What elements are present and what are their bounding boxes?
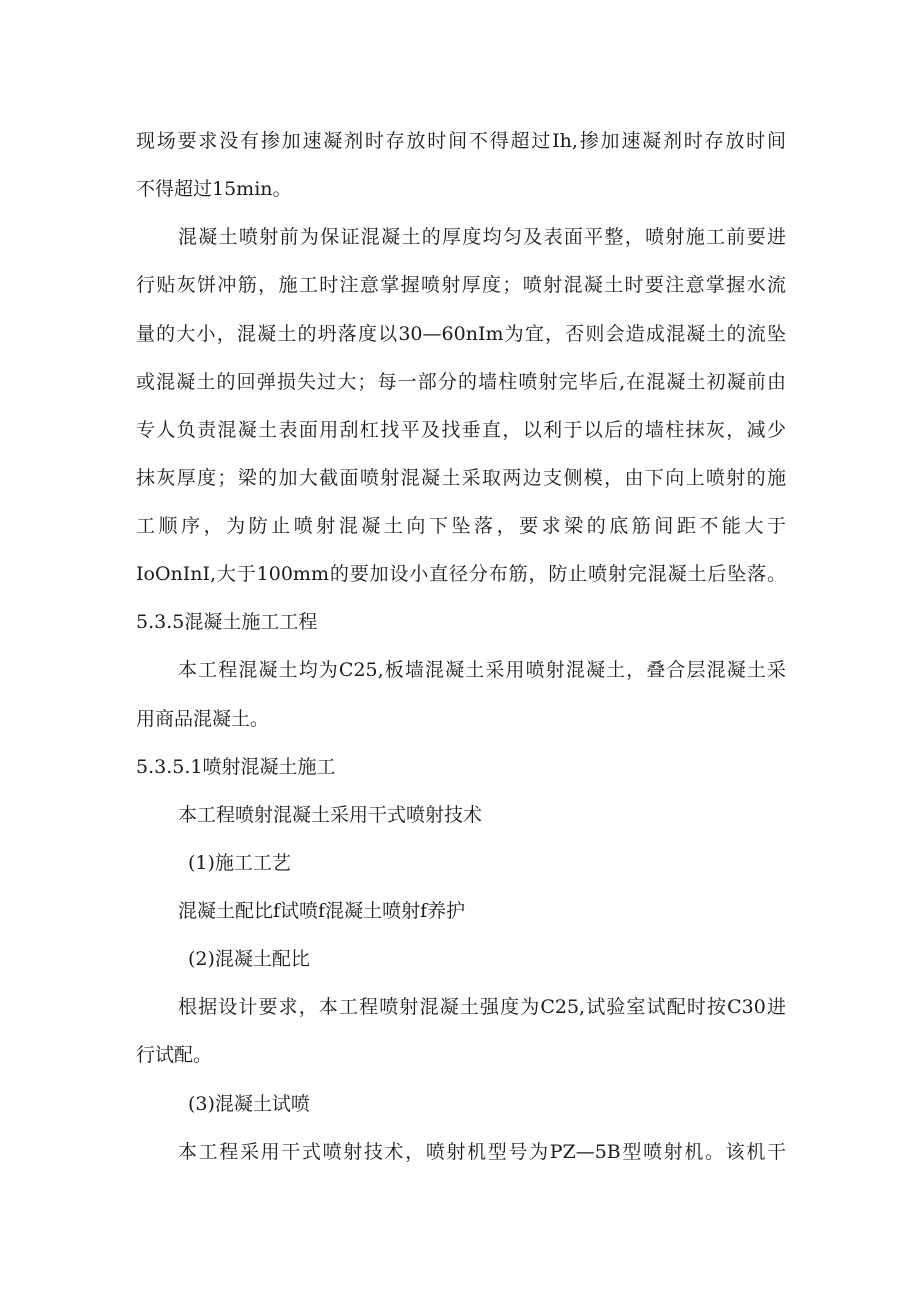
paragraph-line: 工顺序，为防止喷射混凝土向下坠落，要求梁的底筋间距不能大于 <box>136 515 786 537</box>
paragraph-line: 混凝土喷射前为保证混凝土的厚度均匀及表面平整，喷射施工前要进 <box>178 226 786 248</box>
paragraph-line: 不得超过15min。 <box>136 178 292 200</box>
subsection-heading: 5.3.5.1喷射混凝土施工 <box>136 756 336 778</box>
section-heading: 5.3.5混凝土施工工程 <box>136 611 318 633</box>
paragraph-line: 行试配。 <box>136 1044 213 1066</box>
paragraph-line: 行贴灰饼冲筋，施工时注意掌握喷射厚度；喷射混凝土时要注意掌握水流 <box>136 274 786 296</box>
paragraph-line: 本工程采用干式喷射技术，喷射机型号为PZ—5B型喷射机。该机干 <box>178 1141 786 1163</box>
list-item-heading: (1)施工工艺 <box>188 852 291 874</box>
paragraph-line: 本工程混凝土均为C25,板墙混凝土采用喷射混凝土，叠合层混凝土采 <box>178 659 786 681</box>
paragraph-line: 或混凝土的回弹损失过大；每一部分的墙柱喷射完毕后,在混凝土初凝前由 <box>136 371 786 393</box>
list-item-heading: (3)混凝土试喷 <box>188 1093 310 1115</box>
paragraph-line: 量的大小，混凝土的坍落度以30—60nIm为宜，否则会造成混凝土的流坠 <box>136 323 786 345</box>
paragraph-line: 抹灰厚度；梁的加大截面喷射混凝土采取两边支侧模，由下向上喷射的施 <box>136 467 786 489</box>
paragraph-line: 用商品混凝土。 <box>136 708 270 730</box>
paragraph-line: 现场要求没有掺加速凝剂时存放时间不得超过Ih,掺加速凝剂时存放时间 <box>136 130 786 152</box>
paragraph-line: 专人负责混凝土表面用刮杠找平及找垂直，以利于以后的墙柱抹灰，减少 <box>136 419 786 441</box>
paragraph-line: 本工程喷射混凝土采用干式喷射技术 <box>178 804 483 826</box>
list-item-heading: (2)混凝土配比 <box>188 948 310 970</box>
paragraph-line: 混凝土配比f试喷f混凝土喷射f养护 <box>178 900 466 922</box>
paragraph-line: IoOnInI,大于100mm的要加设小直径分布筋，防止喷射完混凝土后坠落。 <box>136 563 786 585</box>
paragraph-line: 根据设计要求，本工程喷射混凝土强度为C25,试验室试配时按C30进 <box>178 996 786 1018</box>
